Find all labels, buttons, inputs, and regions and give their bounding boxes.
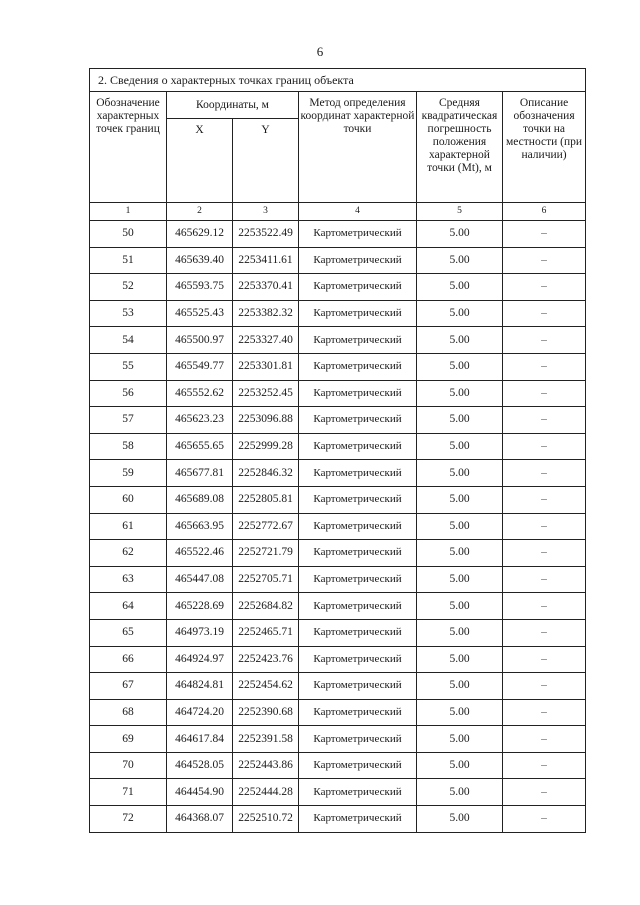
coord-y-cell: 2252805.81 — [233, 486, 299, 513]
method-cell: Картометрический — [299, 460, 417, 487]
header-x: X — [167, 119, 233, 203]
point-cell: 66 — [90, 646, 167, 673]
coord-x-cell: 465639.40 — [167, 247, 233, 274]
method-cell: Картометрический — [299, 806, 417, 833]
coord-y-cell: 2252999.28 — [233, 433, 299, 460]
point-cell: 56 — [90, 380, 167, 407]
description-cell: – — [503, 247, 586, 274]
point-cell: 57 — [90, 407, 167, 434]
accuracy-cell: 5.00 — [417, 673, 503, 700]
coord-y-cell: 2252443.86 — [233, 752, 299, 779]
coord-x-cell: 465549.77 — [167, 353, 233, 380]
coord-y-cell: 2253301.81 — [233, 353, 299, 380]
description-cell: – — [503, 274, 586, 301]
column-number-row — [90, 203, 586, 221]
accuracy-cell: 5.00 — [417, 593, 503, 620]
method-cell: Картометрический — [299, 566, 417, 593]
header-point-designation: Обозначение характерных точек границ — [90, 92, 167, 203]
table-row — [90, 486, 586, 513]
table-row — [90, 619, 586, 646]
table-row — [90, 274, 586, 301]
description-cell: – — [503, 486, 586, 513]
point-cell: 51 — [90, 247, 167, 274]
coord-x-cell: 465629.12 — [167, 221, 233, 248]
method-cell: Картометрический — [299, 752, 417, 779]
description-cell: – — [503, 540, 586, 567]
method-cell: Картометрический — [299, 646, 417, 673]
coord-y-cell: 2252721.79 — [233, 540, 299, 567]
coord-y-cell: 2253252.45 — [233, 380, 299, 407]
table-row — [90, 752, 586, 779]
point-cell: 61 — [90, 513, 167, 540]
coord-y-cell: 2252684.82 — [233, 593, 299, 620]
coord-x-cell: 465689.08 — [167, 486, 233, 513]
point-cell: 58 — [90, 433, 167, 460]
method-cell: Картометрический — [299, 540, 417, 567]
coord-y-cell: 2252772.67 — [233, 513, 299, 540]
method-cell: Картометрический — [299, 673, 417, 700]
method-cell: Картометрический — [299, 779, 417, 806]
point-cell: 69 — [90, 726, 167, 753]
column-number: 2 — [167, 203, 233, 221]
table-row — [90, 513, 586, 540]
column-number: 1 — [90, 203, 167, 221]
table-row — [90, 779, 586, 806]
coord-y-cell: 2253411.61 — [233, 247, 299, 274]
description-cell: – — [503, 673, 586, 700]
coord-x-cell: 464454.90 — [167, 779, 233, 806]
column-number: 4 — [299, 203, 417, 221]
table-row — [90, 300, 586, 327]
accuracy-cell: 5.00 — [417, 646, 503, 673]
table-row — [90, 380, 586, 407]
method-cell: Картометрический — [299, 619, 417, 646]
accuracy-cell: 5.00 — [417, 300, 503, 327]
method-cell: Картометрический — [299, 593, 417, 620]
description-cell: – — [503, 380, 586, 407]
description-cell: – — [503, 619, 586, 646]
accuracy-cell: 5.00 — [417, 247, 503, 274]
accuracy-cell: 5.00 — [417, 752, 503, 779]
accuracy-cell: 5.00 — [417, 380, 503, 407]
coord-x-cell: 465552.62 — [167, 380, 233, 407]
table-row — [90, 726, 586, 753]
column-number: 6 — [503, 203, 586, 221]
coord-x-cell: 464924.97 — [167, 646, 233, 673]
coord-y-cell: 2252510.72 — [233, 806, 299, 833]
coord-y-cell: 2252846.32 — [233, 460, 299, 487]
coord-x-cell: 465593.75 — [167, 274, 233, 301]
coord-y-cell: 2252391.58 — [233, 726, 299, 753]
coord-x-cell: 465525.43 — [167, 300, 233, 327]
table-row — [90, 593, 586, 620]
method-cell: Картометрический — [299, 726, 417, 753]
description-cell: – — [503, 433, 586, 460]
accuracy-cell: 5.00 — [417, 540, 503, 567]
coord-y-cell: 2253522.49 — [233, 221, 299, 248]
coord-y-cell: 2252465.71 — [233, 619, 299, 646]
coord-x-cell: 464724.20 — [167, 699, 233, 726]
point-cell: 65 — [90, 619, 167, 646]
header-accuracy: Средняя квадратическая погрешность положения характерной точки (Mt), м — [417, 92, 503, 203]
point-cell: 53 — [90, 300, 167, 327]
coord-x-cell: 464617.84 — [167, 726, 233, 753]
description-cell: – — [503, 221, 586, 248]
description-cell: – — [503, 646, 586, 673]
method-cell: Картометрический — [299, 513, 417, 540]
description-cell: – — [503, 566, 586, 593]
description-cell: – — [503, 460, 586, 487]
accuracy-cell: 5.00 — [417, 699, 503, 726]
method-cell: Картометрический — [299, 433, 417, 460]
coord-x-cell: 465663.95 — [167, 513, 233, 540]
accuracy-cell: 5.00 — [417, 779, 503, 806]
header-method: Метод определения координат характерной точки — [299, 92, 417, 203]
accuracy-cell: 5.00 — [417, 433, 503, 460]
description-cell: – — [503, 699, 586, 726]
method-cell: Картометрический — [299, 699, 417, 726]
table-row — [90, 540, 586, 567]
method-cell: Картометрический — [299, 353, 417, 380]
method-cell: Картометрический — [299, 380, 417, 407]
point-cell: 62 — [90, 540, 167, 567]
accuracy-cell: 5.00 — [417, 806, 503, 833]
point-cell: 50 — [90, 221, 167, 248]
accuracy-cell: 5.00 — [417, 221, 503, 248]
header-description: Описание обозначения точки на местности (при наличии) — [503, 92, 586, 203]
coord-y-cell: 2253096.88 — [233, 407, 299, 434]
accuracy-cell: 5.00 — [417, 407, 503, 434]
coord-y-cell: 2252705.71 — [233, 566, 299, 593]
point-cell: 59 — [90, 460, 167, 487]
point-cell: 63 — [90, 566, 167, 593]
method-cell: Картометрический — [299, 327, 417, 354]
accuracy-cell: 5.00 — [417, 566, 503, 593]
point-cell: 55 — [90, 353, 167, 380]
accuracy-cell: 5.00 — [417, 486, 503, 513]
description-cell: – — [503, 353, 586, 380]
column-number: 5 — [417, 203, 503, 221]
page-number: 6 — [316, 44, 324, 59]
point-cell: 72 — [90, 806, 167, 833]
accuracy-cell: 5.00 — [417, 726, 503, 753]
coord-y-cell: 2253382.32 — [233, 300, 299, 327]
column-number: 3 — [233, 203, 299, 221]
point-cell: 67 — [90, 673, 167, 700]
point-cell: 71 — [90, 779, 167, 806]
coord-x-cell: 465522.46 — [167, 540, 233, 567]
accuracy-cell: 5.00 — [417, 353, 503, 380]
point-cell: 60 — [90, 486, 167, 513]
coord-y-cell: 2252390.68 — [233, 699, 299, 726]
description-cell: – — [503, 779, 586, 806]
accuracy-cell: 5.00 — [417, 513, 503, 540]
description-cell: – — [503, 300, 586, 327]
description-cell: – — [503, 726, 586, 753]
coord-x-cell: 464528.05 — [167, 752, 233, 779]
coord-x-cell: 465623.23 — [167, 407, 233, 434]
coord-x-cell: 464973.19 — [167, 619, 233, 646]
method-cell: Картометрический — [299, 407, 417, 434]
coord-y-cell: 2252423.76 — [233, 646, 299, 673]
method-cell: Картометрический — [299, 486, 417, 513]
accuracy-cell: 5.00 — [417, 274, 503, 301]
table-row — [90, 407, 586, 434]
table-row — [90, 699, 586, 726]
coord-x-cell: 464368.07 — [167, 806, 233, 833]
header-coordinates: Координаты, м — [167, 92, 299, 119]
table-row — [90, 646, 586, 673]
table-row — [90, 353, 586, 380]
section-title: 2. Сведения о характерных точках границ объекта — [90, 69, 586, 92]
table-row — [90, 566, 586, 593]
coord-y-cell: 2253370.41 — [233, 274, 299, 301]
point-cell: 54 — [90, 327, 167, 354]
coord-y-cell: 2252454.62 — [233, 673, 299, 700]
table-row — [90, 327, 586, 354]
table-row — [90, 221, 586, 248]
table-row — [90, 247, 586, 274]
method-cell: Картометрический — [299, 247, 417, 274]
coord-x-cell: 465228.69 — [167, 593, 233, 620]
description-cell: – — [503, 806, 586, 833]
table-row — [90, 460, 586, 487]
coord-x-cell: 465500.97 — [167, 327, 233, 354]
coord-x-cell: 465655.65 — [167, 433, 233, 460]
description-cell: – — [503, 752, 586, 779]
coord-x-cell: 465677.81 — [167, 460, 233, 487]
point-cell: 70 — [90, 752, 167, 779]
method-cell: Картометрический — [299, 300, 417, 327]
description-cell: – — [503, 593, 586, 620]
coord-x-cell: 464824.81 — [167, 673, 233, 700]
table-row — [90, 433, 586, 460]
point-cell: 52 — [90, 274, 167, 301]
description-cell: – — [503, 407, 586, 434]
coord-y-cell: 2252444.28 — [233, 779, 299, 806]
table-row — [90, 806, 586, 833]
description-cell: – — [503, 327, 586, 354]
description-cell: – — [503, 513, 586, 540]
coord-y-cell: 2253327.40 — [233, 327, 299, 354]
header-y: Y — [233, 119, 299, 203]
boundary-points-table — [89, 68, 586, 833]
accuracy-cell: 5.00 — [417, 460, 503, 487]
accuracy-cell: 5.00 — [417, 619, 503, 646]
method-cell: Картометрический — [299, 221, 417, 248]
method-cell: Картометрический — [299, 274, 417, 301]
point-cell: 64 — [90, 593, 167, 620]
accuracy-cell: 5.00 — [417, 327, 503, 354]
point-cell: 68 — [90, 699, 167, 726]
table-row — [90, 673, 586, 700]
coord-x-cell: 465447.08 — [167, 566, 233, 593]
